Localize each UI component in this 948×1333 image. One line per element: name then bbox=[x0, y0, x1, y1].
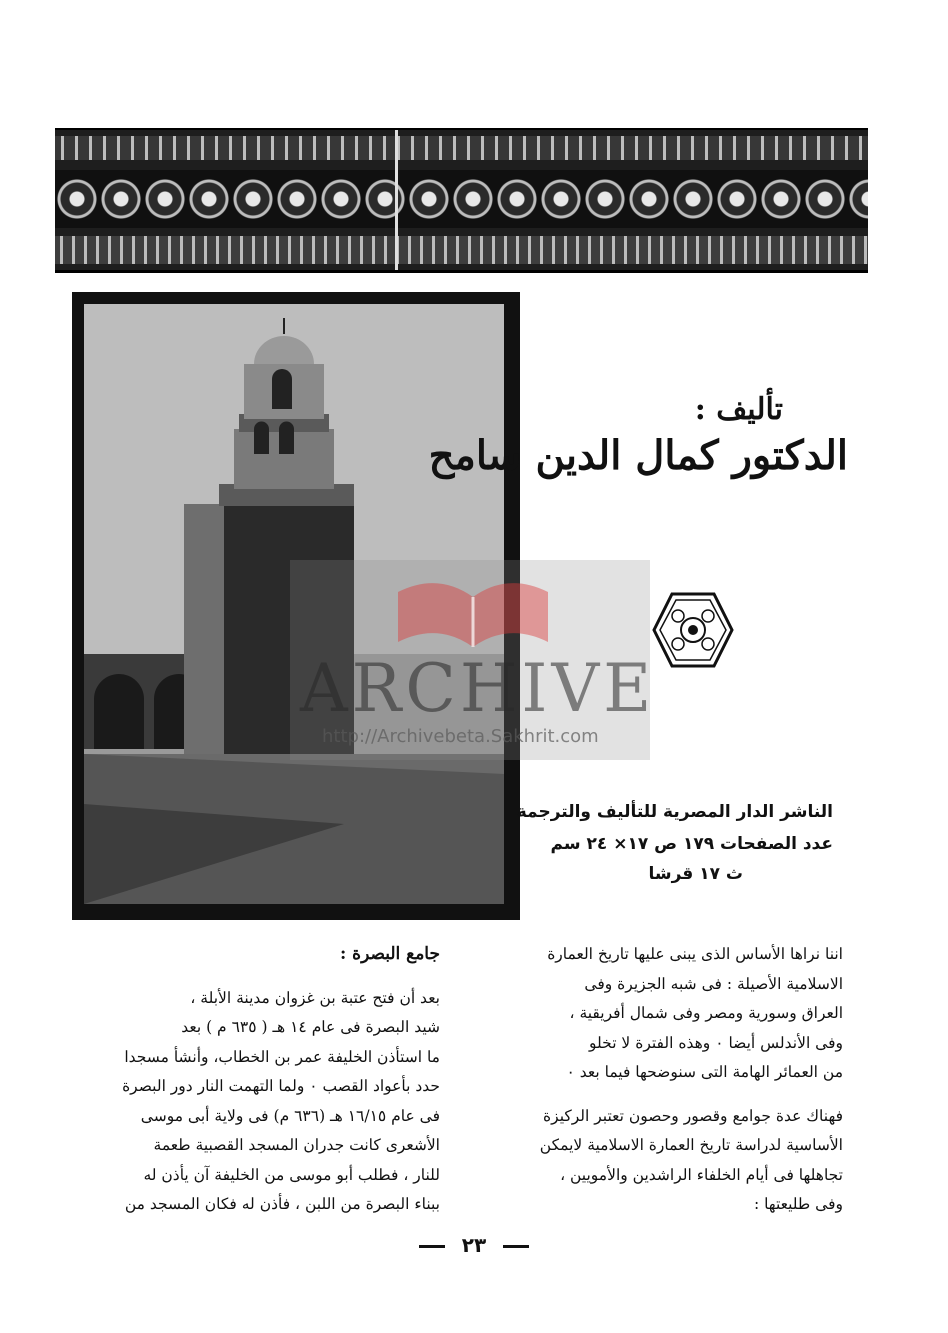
text-line: فهناك عدة جوامع وقصور وحصون تعتبر الركيزة bbox=[543, 1106, 843, 1125]
banner-floral-band bbox=[55, 170, 868, 228]
page-dash-right bbox=[503, 1245, 529, 1248]
author-label: تأليف : bbox=[694, 392, 783, 427]
author-name: الدكتور كمال الدين سامح bbox=[428, 432, 848, 479]
text-line: اننا نراها الأساس الذى يبنى عليها تاريخ العمارة bbox=[547, 945, 843, 963]
price-line: ث ١٧ قرشا bbox=[648, 864, 743, 884]
page-dash-left bbox=[419, 1245, 445, 1248]
banner-border-bottom bbox=[55, 236, 868, 264]
page-number-row bbox=[0, 1233, 948, 1257]
text-line: الأساسية لدراسة تاريخ العمارة الاسلامية لايمكن bbox=[539, 1136, 843, 1154]
column-left bbox=[110, 940, 440, 1220]
text-line: الأشعرى كانت جدران المسجد القصبية طعمة bbox=[153, 1136, 440, 1154]
text-line: ما استأذن الخليفة عمر بن الخطاب، وأنشأ مسجدا bbox=[124, 1047, 440, 1066]
book-logo-icon bbox=[388, 572, 558, 652]
text-line: حدد بأعواد القصب ٠ ولما التهمت النار دور البصرة bbox=[122, 1077, 440, 1095]
banner-border-top bbox=[55, 136, 868, 160]
section-heading: جامع البصرة : bbox=[339, 944, 440, 964]
text-line: فى عام ١٦/١٥ هـ (٦٣٦ م) فى ولاية أبى موسى bbox=[140, 1106, 440, 1125]
watermark-url: http://Archivebeta.Sakhrit.com bbox=[322, 726, 599, 747]
text-line: للنار ، فطلب أبو موسى من الخليفة آن يأذن له bbox=[143, 1165, 440, 1184]
text-line: الاسلامية الأصيلة : فى شبه الجزيرة وفى bbox=[584, 974, 843, 993]
text-line: العراق وسورية ومصر وفى شمال أفريقية ، bbox=[569, 1004, 843, 1022]
column-right bbox=[503, 940, 843, 1220]
pages-line: عدد الصفحات ١٧٩ ص ١٧× ٢٤ سم bbox=[550, 834, 833, 854]
banner-divider bbox=[395, 130, 398, 270]
page-number: ٢٣ bbox=[461, 1233, 487, 1257]
hexagon-emblem-icon bbox=[652, 592, 734, 668]
publisher-line: الناشر الدار المصرية للتأليف والترجمة bbox=[516, 802, 833, 822]
watermark-title: ARCHIVE bbox=[300, 650, 656, 727]
text-line: تجاهلها فى أيام الخلفاء الراشدين والأمويين ، bbox=[560, 1165, 843, 1184]
text-line: بعد أن فتح عتبة بن غزوان مدينة الأبلة ، bbox=[190, 988, 440, 1007]
text-line: شيد البصرة فى عام ١٤ هـ ( ٦٣٥ م ) بعد bbox=[181, 1018, 440, 1036]
ornamental-banner bbox=[55, 128, 868, 273]
text-line: ببناء البصرة من اللبن ، فأذن له فكان المسجد من bbox=[124, 1195, 440, 1213]
text-line: من العمائر الهامة التى سنوضحها فيما بعد ٠ bbox=[566, 1063, 843, 1081]
text-line: وفى الأندلس أيضا ٠ وهذه الفترة لا تخلو bbox=[589, 1033, 843, 1052]
text-line: وفى طليعتها : bbox=[753, 1195, 843, 1213]
